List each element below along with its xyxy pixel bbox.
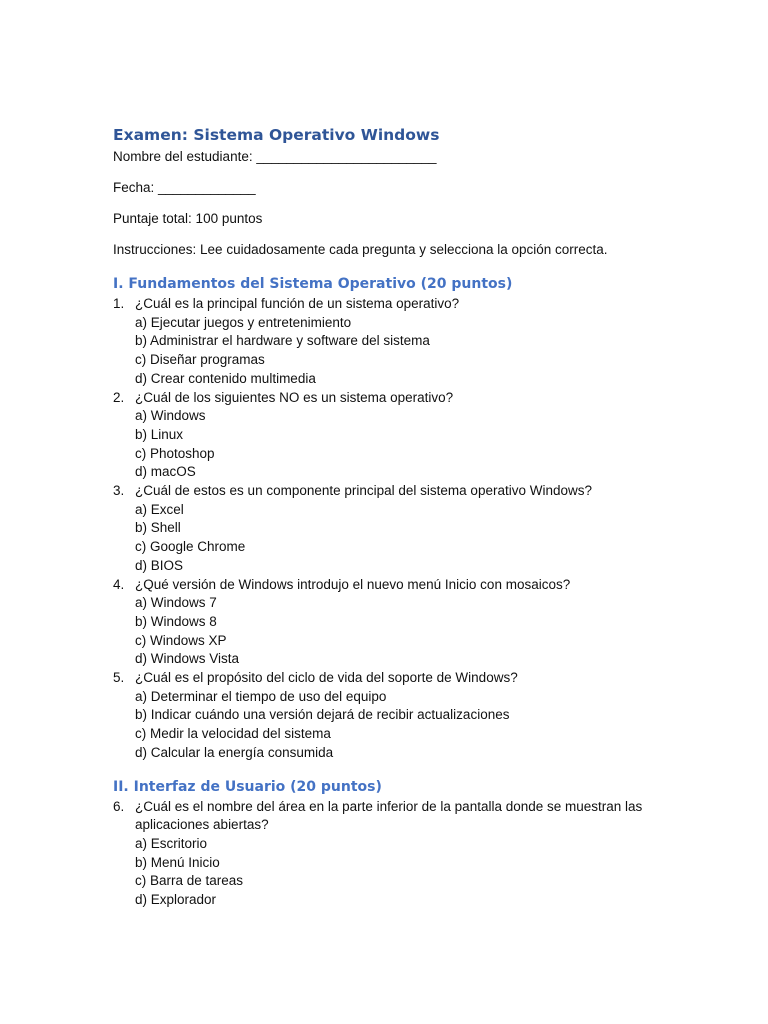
question-text: ¿Cuál es la principal función de un sistema operativo? — [135, 296, 460, 311]
option-c: c) Photoshop — [135, 445, 215, 461]
question-number: 4. — [113, 576, 125, 592]
option-list — [135, 407, 673, 482]
question-number: 2. — [113, 389, 125, 405]
option-c: c) Barra de tareas — [135, 873, 244, 889]
option-a: a) Windows — [135, 408, 206, 424]
option-b: b) Administrar el hardware y software del sistema — [135, 333, 430, 349]
question-item — [113, 482, 673, 576]
option-a: a) Windows 7 — [135, 595, 217, 611]
question-number: 6. — [113, 798, 125, 814]
question-item — [113, 798, 673, 910]
date-field: Fecha: _____________ — [113, 180, 256, 195]
option-d: d) BIOS — [135, 557, 184, 573]
option-c: c) Windows XP — [135, 632, 227, 648]
total-score: Puntaje total: 100 puntos — [113, 211, 263, 226]
option-a: a) Escritorio — [135, 835, 208, 851]
option-d: d) macOS — [135, 464, 196, 480]
question-text: ¿Cuál es el propósito del ciclo de vida del soporte de Windows? — [135, 670, 518, 686]
question-item — [113, 295, 673, 389]
question-text: ¿Qué versión de Windows introdujo el nuevo menú Inicio con mosaicos? — [135, 576, 571, 592]
option-d: d) Windows Vista — [135, 651, 240, 667]
option-c: c) Google Chrome — [135, 539, 246, 555]
instructions: Instrucciones: Lee cuidadosamente cada pregunta y selecciona la opción correcta. — [113, 242, 608, 257]
option-d: d) Explorador — [135, 892, 217, 908]
question-list-section-2 — [113, 798, 673, 910]
option-b: b) Indicar cuándo una versión dejará de recibir actualizaciones — [135, 707, 510, 723]
student-name-field: Nombre del estudiante: ________________________ — [113, 149, 437, 164]
option-d: d) Calcular la energía consumida — [135, 744, 334, 760]
option-b: b) Linux — [135, 426, 184, 442]
section-heading-user-interface: II. Interfaz de Usuario (20 puntos) — [113, 778, 382, 795]
question-list-section-1 — [113, 295, 673, 763]
question-item — [113, 669, 673, 763]
question-item — [113, 576, 673, 670]
option-list — [135, 501, 673, 576]
option-b: b) Shell — [135, 520, 181, 536]
section-heading-fundamentals: I. Fundamentos del Sistema Operativo (20 puntos) — [113, 276, 513, 292]
option-list — [135, 835, 673, 910]
question-item — [113, 389, 673, 483]
option-c: c) Diseñar programas — [135, 352, 265, 368]
option-b: b) Menú Inicio — [135, 854, 220, 870]
option-c: c) Medir la velocidad del sistema — [135, 726, 331, 742]
question-number: 1. — [113, 296, 125, 311]
exam-document — [113, 124, 673, 910]
question-text: ¿Cuál de estos es un componente principal del sistema operativo Windows? — [135, 483, 592, 499]
question-text: ¿Cuál es el nombre del área en la parte inferior de la pantalla donde se muestran las aplicaciones abiertas? — [135, 798, 643, 833]
option-list — [135, 594, 673, 669]
question-number: 3. — [113, 483, 125, 499]
option-d: d) Crear contenido multimedia — [135, 370, 316, 386]
option-b: b) Windows 8 — [135, 613, 217, 629]
option-a: a) Determinar el tiempo de uso del equipo — [135, 688, 387, 704]
option-a: a) Excel — [135, 501, 184, 517]
exam-title: Examen: Sistema Operativo Windows — [113, 126, 440, 144]
question-number: 5. — [113, 670, 125, 686]
option-list — [135, 314, 673, 389]
option-list — [135, 688, 673, 763]
option-a: a) Ejecutar juegos y entretenimiento — [135, 314, 352, 330]
question-text: ¿Cuál de los siguientes NO es un sistema operativo? — [135, 389, 454, 405]
